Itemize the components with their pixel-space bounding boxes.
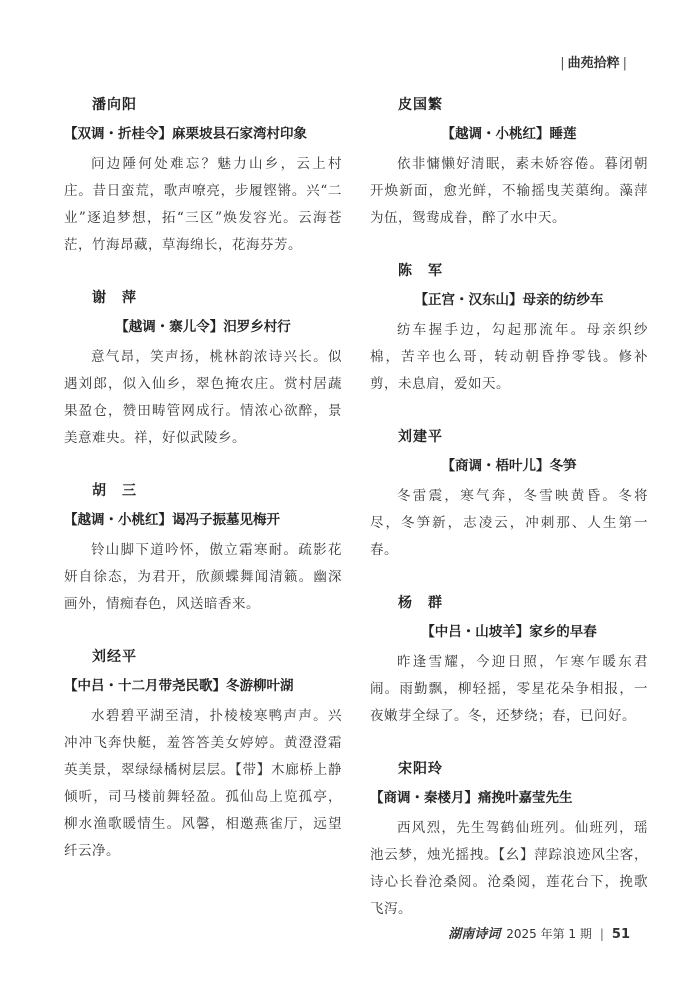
poem-title: 【商调・梧叶儿】冬笋: [441, 458, 577, 474]
poem-text: 问边陲何处难忘？魅力山乡，云上村庄。昔日蛮荒，歌声嘹亮，步履铿锵。兴“二业”逐追梦想，拓“三区”焕发容光。云海苍茫，竹海昂藏，草海绵长，花海芬芳。: [64, 156, 342, 253]
poem: [64, 648, 342, 865]
poem: [370, 760, 648, 923]
poem-author: 杨 群: [398, 595, 443, 611]
divider-left: |: [560, 56, 565, 71]
poem-author: 潘向阳: [92, 97, 137, 113]
poem-text: 水碧碧平湖至清，扑棱棱寒鸭声声。兴冲冲飞奔快艇，羞答答美女婷婷。黄澄澄霜英美景，翠绿绿橘树层层。【带】木廊桥上静倾听，司马楼前舞轻盈。孤仙岛上览孤亭，柳水渔歌暖情生。风馨，相邀燕雀厅，远望纤云净。: [64, 708, 342, 859]
poem: [370, 262, 648, 398]
poem-text: 依非慵懒好清眠，素未娇容倦。暮闭朝开焕新面，愈光鲜，不输摇曳芙蕖绚。藻萍为伍，鸳鸯成眷，醉了水中天。: [370, 156, 648, 226]
poem-author: 胡 三: [92, 483, 137, 499]
poem-title: 【商调・秦楼月】痛挽叶嘉莹先生: [370, 790, 573, 806]
issue-label: 2025 年第 1 期: [506, 927, 592, 941]
section-tag: [557, 52, 630, 71]
poem: [370, 594, 648, 730]
poem: [64, 289, 342, 452]
poem: [370, 428, 648, 564]
poem-author: 刘建平: [398, 429, 443, 445]
poem-title: 【越调・小桃红】睡莲: [441, 126, 577, 142]
magazine-logo: 湖南诗词: [448, 927, 501, 942]
poem: [64, 96, 342, 259]
poem-text: 冬雷震，寒气奔，冬雪映黄昏。冬将尽，冬笋新，志凌云，冲刺那、人生第一春。: [370, 488, 648, 558]
left-column: [64, 96, 342, 895]
section-name: 曲苑拾粹: [567, 56, 620, 71]
poem-text: 西风烈，先生驾鹤仙班列。仙班列，瑶池云梦，烛光摇拽。【幺】萍踪浪迹风尘客，诗心长眷沧桑阅。沧桑阅，莲花台下，挽歌飞泻。: [370, 820, 648, 917]
poem: [370, 96, 648, 232]
poem-title: 【中吕・十二月带尧民歌】冬游柳叶湖: [64, 678, 294, 694]
poem-title: 【越调・小桃红】谒冯子振墓见梅开: [64, 512, 280, 528]
poem-title: 【双调・折桂令】麻栗坡县石家湾村印象: [64, 126, 307, 142]
page-number: 51: [611, 927, 630, 942]
poem-text: 昨逢雪耀，今迎日照，乍寒乍暖东君闹。雨勤飘，柳轻摇，零星花朵争相报，一夜嫩芽全绿了。冬，还梦绕；春，已问好。: [370, 654, 648, 724]
poem-title: 【正宫・汉东山】母亲的纺纱车: [414, 292, 604, 308]
page-footer: [448, 923, 630, 942]
footer-divider: |: [599, 927, 604, 941]
poem-author: 陈 军: [398, 263, 443, 279]
right-column: [370, 96, 648, 953]
poem-text: 纺车握手边，勾起那流年。母亲织纱棉，苦辛也么哥，转动朝昏挣零钱。修补剪，未息肩，爱如天。: [370, 322, 648, 392]
poem-author: 刘经平: [92, 649, 137, 665]
poem-text: 意气昂，笑声扬，桃林韵浓诗兴长。似遇刘郎，似入仙乡，翠色掩农庄。赏村居蔬果盈仓，赞田畴管网成行。情浓心欲醉，景美意难央。祥，好似武陵乡。: [64, 349, 342, 446]
poem-text: 铃山脚下道吟怀，傲立霜寒耐。疏影花妍自徐态，为君开，欣颜蝶舞闻清籁。幽深画外，情痴春色，风送暗香来。: [64, 542, 342, 612]
poem-title: 【中吕・山坡羊】家乡的早春: [421, 624, 597, 640]
poem-author: 谢 萍: [92, 290, 137, 306]
divider-right: |: [622, 56, 627, 71]
poem-title: 【越调・寨儿令】汨罗乡村行: [115, 319, 291, 335]
poem: [64, 482, 342, 618]
poem-author: 皮国繁: [398, 97, 443, 113]
poem-author: 宋阳玲: [398, 761, 443, 777]
